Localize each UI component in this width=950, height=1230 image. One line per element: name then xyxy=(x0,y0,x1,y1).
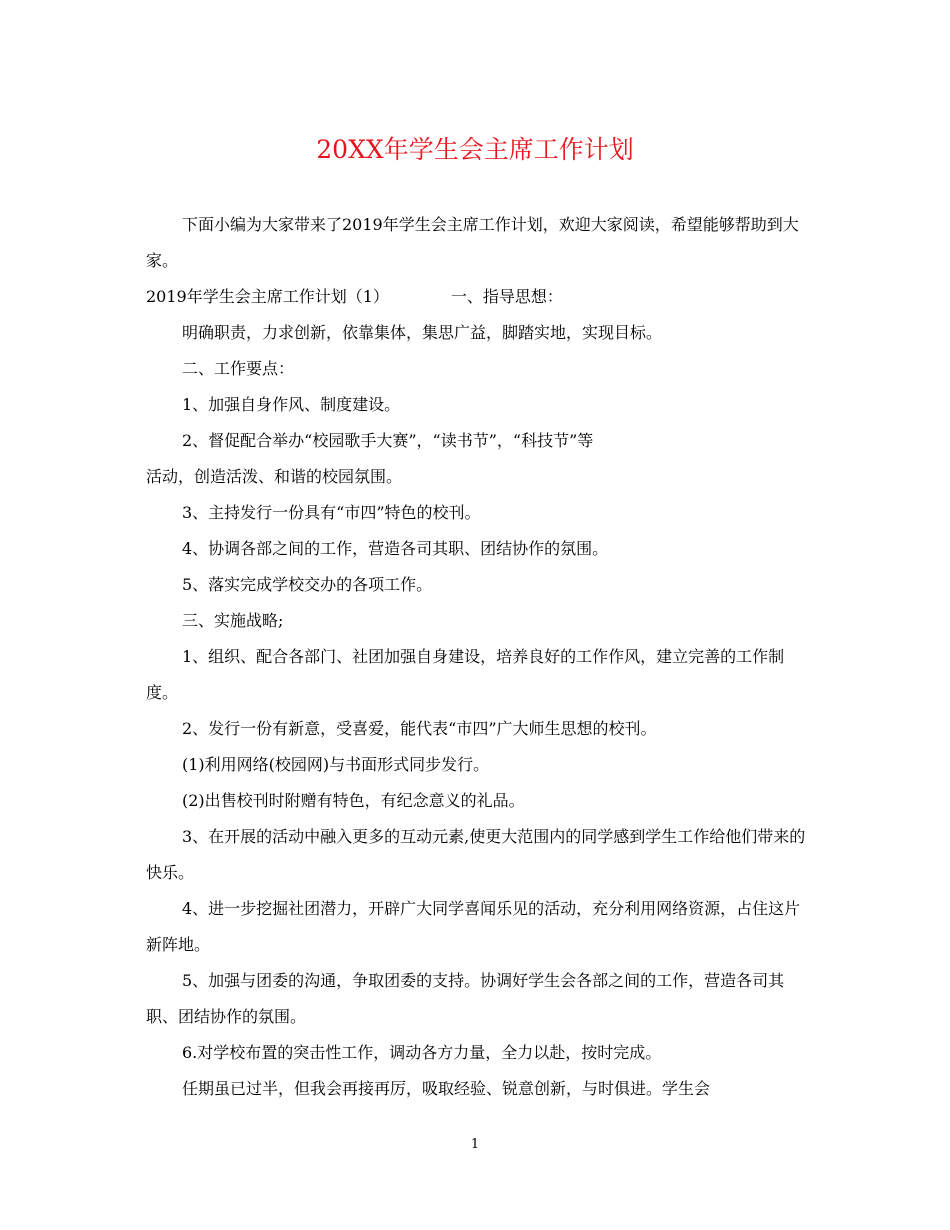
strategy-item: 2、发行一份有新意，受喜爱，能代表“市四”广大师生思想的校刊。 xyxy=(182,719,657,738)
document-title: 20XX年学生会主席工作计划 xyxy=(316,135,634,164)
work-point: 1、加强自身作风、制度建设。 xyxy=(182,395,401,414)
page-number: 1 xyxy=(470,1137,480,1152)
strategy-item: 1、组织、配合各部门、社团加强自身建设，培养良好的工作作风，建立完善的工作制度。 xyxy=(146,647,785,702)
strategy-item: 4、进一步挖掘社团潜力，开辟广大同学喜闻乐见的活动，充分利用网络资源，占住这片新阵地。 xyxy=(146,899,801,954)
intro-paragraph: 下面小编为大家带来了2019年学生会主席工作计划，欢迎大家阅读，希望能够帮助到大家。 xyxy=(146,215,799,270)
work-point: 3、主持发行一份具有“市四”特色的校刊。 xyxy=(182,503,481,522)
strategy-item: 6.对学校布置的突击性工作，调动各方力量，全力以赴，按时完成。 xyxy=(182,1043,662,1062)
work-point-continuation: 活动，创造活泼、和谐的校园氛围。 xyxy=(146,467,403,486)
document-body xyxy=(146,207,806,1107)
section3-heading: 三、实施战略; xyxy=(182,611,284,630)
work-point: 2、督促配合举办“校园歌手大赛”，“读书节”，“科技节”等 xyxy=(182,431,594,450)
strategy-subitem: (1)利用网络(校园网)与书面形式同步发行。 xyxy=(182,755,490,774)
plan-heading-line xyxy=(146,279,806,315)
section2-heading: 二、工作要点： xyxy=(182,359,295,378)
work-point: 5、落实完成学校交办的各项工作。 xyxy=(182,575,433,594)
strategy-item: 3、在开展的活动中融入更多的互动元素,使更大范围内的同学感到学生工作给他们带来的快乐。 xyxy=(146,827,806,882)
closing-paragraph: 任期虽已过半，但我会再接再厉，吸取经验、锐意创新，与时俱进。学生会 xyxy=(182,1079,711,1098)
strategy-item: 5、加强与团委的沟通，争取团委的支持。协调好学生会各部之间的工作，营造各司其职、团结协作的氛围。 xyxy=(146,971,785,1026)
section1-heading: 一、指导思想： xyxy=(450,287,563,306)
strategy-subitem: (2)出售校刊时附赠有特色，有纪念意义的礼品。 xyxy=(182,791,525,810)
plan-heading: 2019年学生会主席工作计划（1） xyxy=(146,287,389,306)
work-point: 4、协调各部之间的工作，营造各司其职、团结协作的氛围。 xyxy=(182,539,609,558)
guiding-thought: 明确职责，力求创新，依靠集体，集思广益，脚踏实地，实现目标。 xyxy=(182,323,663,342)
